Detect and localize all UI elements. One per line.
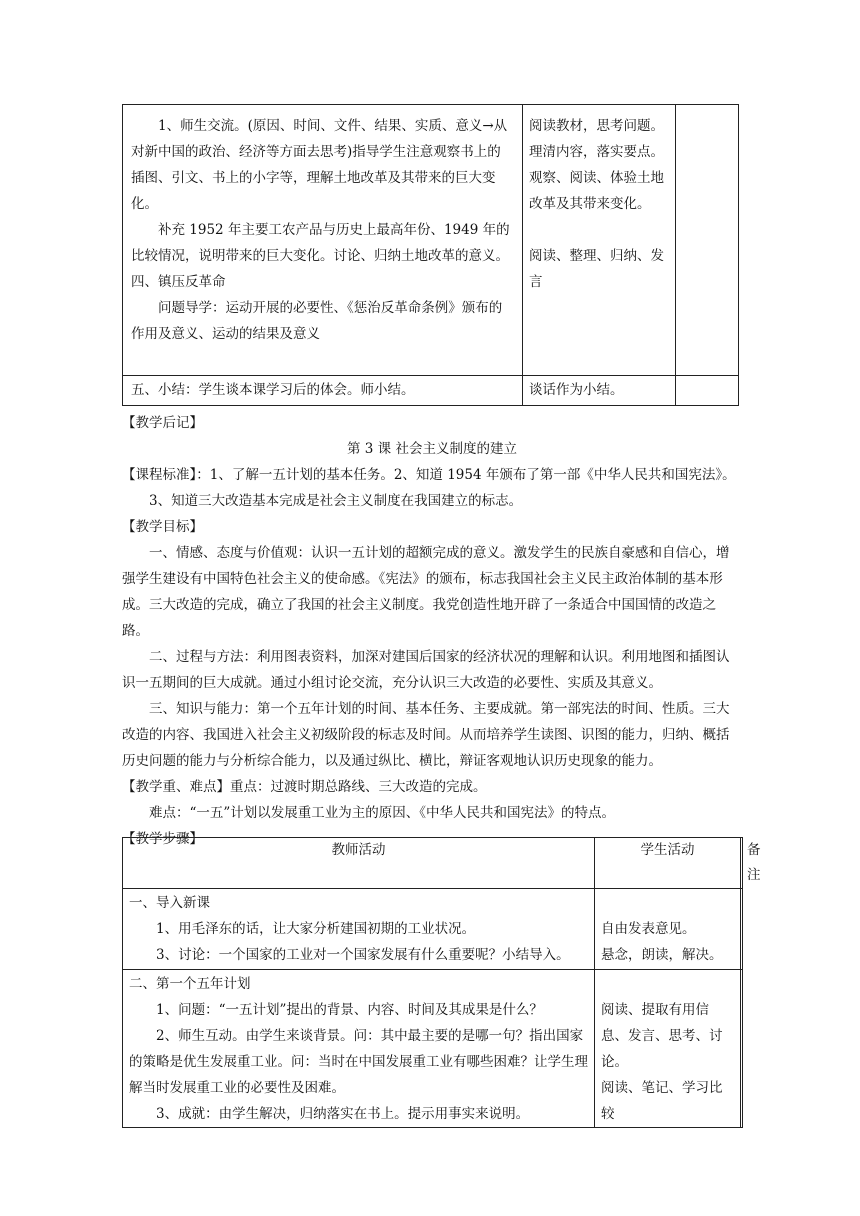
lesson-activity-table-top [122,104,739,406]
teacher-paragraph: 1、用毛泽东的话，让大家分析建国初期的工业状况。 [156,921,476,937]
student-activity-cell [595,889,741,970]
teacher-paragraph: 1、问题：“一五计划”提出的背景、内容、时间及其成果是什么？ [156,1002,543,1018]
column-header: 学生活动 [595,838,741,889]
course-standards: 【课程标准】：1、了解一五计划的基本任务。2、知道 1954 年颁布了第一部《中华人民共和国宪法》。 [122,467,736,483]
notes-cell [741,889,743,970]
teacher-paragraph: 1、师生交流。(原因、时间、文件、结果、实质、意义→从对新中国的政治、经济等方面去思考)指导学生注意观察书上的插图、引文、书上的小字等，理解土地改革及其带来的巨大变化。 [131,118,508,212]
section-heading: 四、镇压反革命 [131,274,226,290]
student-activity-cell [523,105,676,376]
student-text: 谈话作为小结。 [529,382,624,398]
objectives-heading: 【教学目标】 [122,519,203,535]
student-text: 悬念，朗读，解决。 [601,947,723,963]
teacher-activity-cell [123,105,523,376]
table-row [123,970,743,1128]
table-row [123,889,743,970]
teaching-steps-table [122,837,761,1128]
key-points: 【教学重、难点】重点：过渡时期总路线、三大改造的完成。 [122,779,487,795]
difficult-points: 难点：“一五”计划以发展重工业为主的原因、《中华人民共和国宪法》的特点。 [149,805,616,821]
notes-cell [741,970,743,1128]
student-text: 自由发表意见。 [601,921,696,937]
student-text: 观察、阅读、体验土地改革及其带来变化。 [529,170,664,212]
lesson-body [122,410,742,852]
student-text: 阅读、笔记、学习比较 [601,1080,723,1122]
table-row [123,376,739,406]
teacher-activity-cell [123,970,595,1128]
student-text: 阅读教材，思考问题。 [529,118,664,134]
objective-paragraph: 一、情感、态度与价值观：认识一五计划的超额完成的意义。激发学生的民族自豪感和自信心，增强学生建设有中国特色社会主义的使命感。《宪法》的颁布，标志我国社会主义民主政治体制的基本形成。三大改造的完成，确立了我国的社会主义制度。我党创造性地开辟了一条适合中国国情的改造之路。 [122,545,730,639]
column-header: 教师活动 [123,838,595,889]
teacher-activity-cell [123,889,595,970]
objective-paragraph: 二、过程与方法：利用图表资料，加深对建国后国家的经济状况的理解和认识。利用地图和插图认识一五期间的巨大成就。通过小组讨论交流，充分认识三大改造的必要性、实质及其意义。 [122,649,730,691]
summary-text: 五、小结：学生谈本课学习后的体会。师小结。 [131,382,415,398]
student-text: 阅读、整理、归纳、发言 [529,248,664,290]
section-heading: 二、第一个五年计划 [129,976,251,992]
student-text: 理清内容，落实要点。 [529,144,664,160]
teacher-paragraph: 补充 1952 年主要工农产品与历史上最高年份、1949 年的比较情况，说明带来的巨大变化。讨论、归纳土地改革的意义。 [131,222,510,264]
section-heading: 一、导入新课 [129,895,210,911]
lesson-title: 第 3 课 社会主义制度的建立 [347,441,517,457]
notes-cell [676,376,739,406]
table-header-row [123,838,743,889]
postscript-heading: 【教学后记】 [122,415,203,431]
table-row [123,105,739,376]
notes-cell [676,105,739,376]
teacher-paragraph: 3、讨论：一个国家的工业对一个国家发展有什么重要呢？小结导入。 [156,947,570,963]
teacher-activity-cell [123,376,523,406]
steps-heading: 【教学步骤】 [122,831,203,847]
teacher-paragraph: 3、成就：由学生解决，归纳落实在书上。提示用事实来说明。 [156,1106,530,1122]
objective-paragraph: 三、知识与能力：第一个五年计划的时间、基本任务、主要成就。第一部宪法的时间、性质。三大改造的内容、我国进入社会主义初级阶段的标志及时间。从而培养学生读图、识图的能力，归纳、概括历史问题的能力与分析综合能力，以及通过纵比、横比，辩证客观地认识历史现象的能力。 [122,701,730,769]
teacher-paragraph: 2、师生互动。由学生来谈背景。问：其中最主要的是哪一句？指出国家的策略是优生发展重工业。问：当时在中国发展重工业有哪些困难？让学生理解当时发展重工业的必要性及困难。 [129,1028,588,1096]
course-standards-item: 3、知道三大改造基本完成是社会主义制度在我国建立的标志。 [149,493,523,509]
student-activity-cell [523,376,676,406]
column-header: 备注 [741,838,743,889]
student-activity-cell [595,970,741,1128]
teacher-paragraph: 问题导学：运动开展的必要性、《惩治反革命条例》颁布的作用及意义、运动的结果及意义 [131,300,503,342]
student-text: 阅读、提取有用信息、发言、思考、讨论。 [601,1002,723,1070]
